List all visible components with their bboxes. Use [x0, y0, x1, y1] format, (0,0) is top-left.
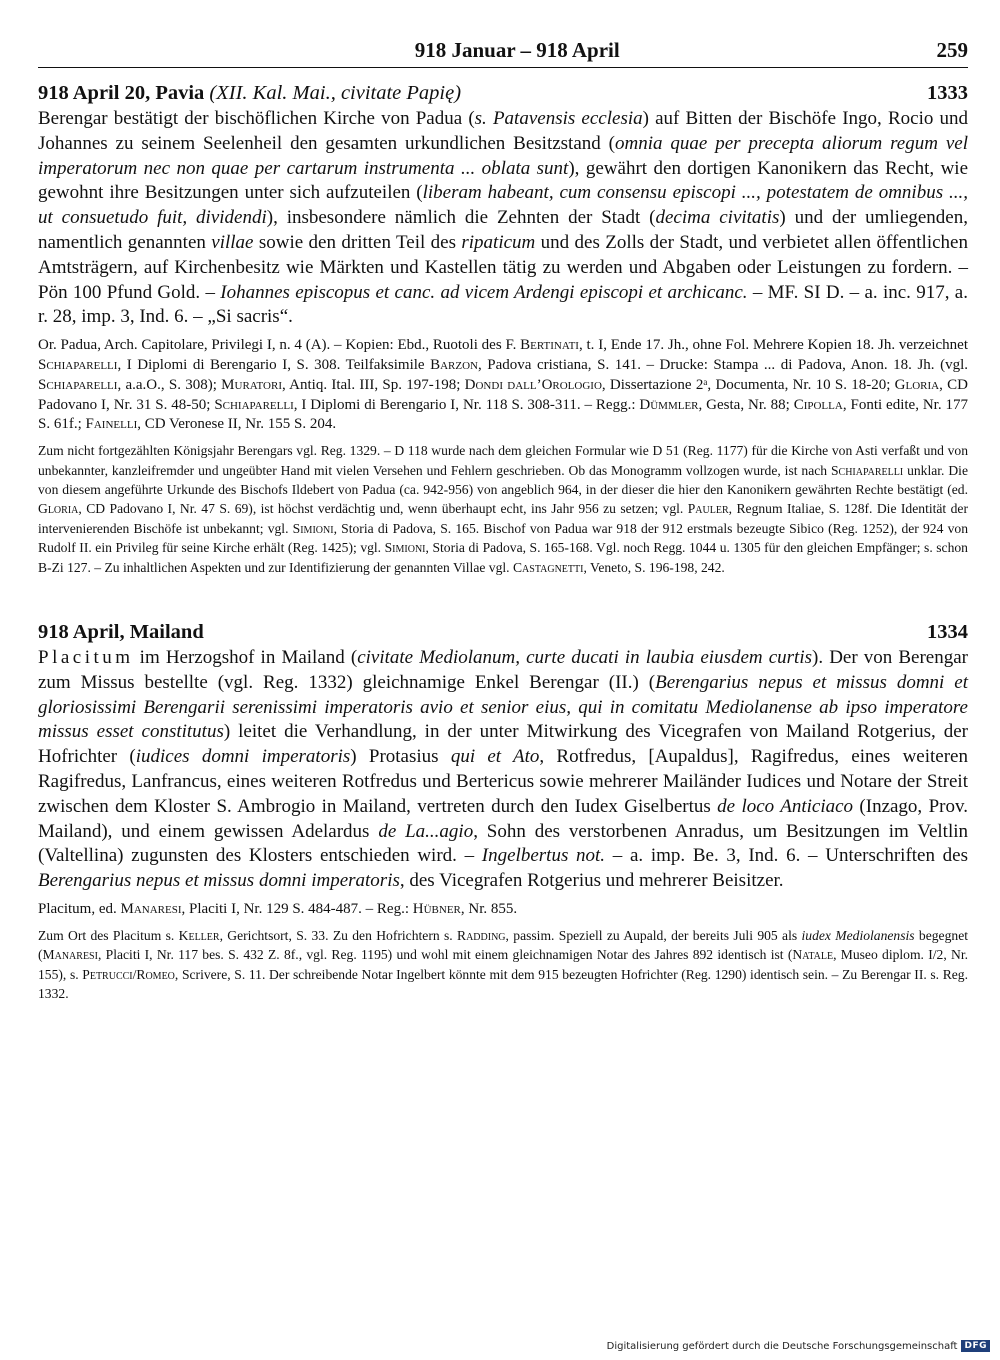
entry-latin-place: (XII. Kal. Mai., civitate Papię)	[209, 82, 462, 104]
commentary-text: Zum Ort des Placitum s. Keller, Gerichtsort, S. 33. Zu den Hofrichtern s. Radding, passim. Speziell zu Aupald, der bereits Juli 905 als iudex Mediolanensis begegnet (Manaresi, Placiti I, Nr. 117 bes. S. 432 Z. 8f., vgl. Reg. 1195) und wohl mit einem gleichnamigen Notar des Jahres 892 identisch ist (Natale, Museo diplom. I/2, Nr. 155), s. Petrucci/Romeo, Scrivere, S. 11. Der schreibende Notar Ingelbert könnte mit dem 915 bezeugten Hofrichter (Reg. 1290) identisch sein. – Zu Berengar II. s. Reg. 1332.	[38, 927, 969, 1001]
dfg-logo-icon: DFG	[961, 1340, 990, 1352]
document-page	[38, 38, 968, 1003]
entry-1334	[38, 621, 968, 1003]
entry-date-place: 918 April 20, Pavia (XII. Kal. Mai., civitate Papię)	[38, 82, 462, 104]
regest-text: Placitum im Herzogshof in Mailand (civitate Mediolanum, curte ducati in laubia eiusdem curtis). Der von Berengar zum Missus bestellte (vgl. Reg. 1332) gleichnamige Enkel Berengar (II.) (Berengarius nepus et missus domni et gloriosissimi Berengarii serenissimi imperatoris avio et senior eius, qui in comitatu Mediolanense ab ipso imperatore missus esset constitutus) leitet die Verhandlung, in der unter Mitwirkung des Vicegrafen von Mailand Rotgerius, der Hofrichter (iudices domni imperatoris) Protasius qui et Ato, Rotfredus, [Aupaldus], Ragifredus, eines weiteren Ragifredus, Lanfrancus, eines weiteren Rotfredus und Bertericus sowie mehrerer Mailänder Iudices und Notare der Streit zwischen dem Kloster S. Ambrogio in Mailand, vertreten durch den Iudex Giselbertus de loco Anticiaco (Inzago, Prov. Mailand), und einem gewissen Adelardus de La...agio, Sohn des verstorbenen Anradus, um Besitzungen im Veltlin (Valtellina) zugunsten des Klosters entschieden wird. – Ingelbertus not. – a. imp. Be. 3, Ind. 6. – Unterschriften des Berengarius nepus et missus domni imperatoris, des Vicegrafen Rotgerius und mehrerer Beisitzer.	[38, 647, 969, 892]
entry-number: 1334	[927, 621, 968, 643]
page-number: 259	[936, 38, 968, 62]
entry-date-place: 918 April, Mailand	[38, 621, 204, 643]
entry-heading	[38, 82, 968, 105]
running-head	[38, 38, 968, 68]
commentary-text: Zum nicht fortgezählten Königsjahr Berengars vgl. Reg. 1329. – D 118 wurde nach dem gleichen Formular wie D 51 (Reg. 1177) für die Kirche von Asti verfaßt und von unbekannter, kanzleifremder und ungeübter Hand mit vielen Versehen und Fehlern geschrieben. Ob das Monogramm vollzogen wurde, ist nach Schiaparelli unklar. Die von diesem angeführte Urkunde des Bischofs Ildebert von Padua (ca. 942-956) von angeblich 964, in der dieser die hier den Kanonikern gewährten Rechte bestätigt (ed. Gloria, CD Padovano I, Nr. 47 S. 69), ist höchst verdächtig und, wenn überhaupt echt, ins Jahr 956 zu setzen; vgl. Pauler, Regnum Italiae, S. 128f. Die Identität der intervenierenden Bischöfe ist unbekannt; vgl. Simioni, Storia di Padova, S. 165. Bischof von Padua war 918 der 912 erstmals bezeugte Sibico (Reg. 1252), der 924 von Rudolf II. ein Privileg für seine Kirche erhält (Reg. 1425); vgl. Simioni, Storia di Padova, S. 165-168. Vgl. noch Regg. 1044 u. 1305 für den gleichen Empfänger; s. schon B-Zi 127. – Zu inhaltlichen Aspekten und zur Identifizierung der genannten Villae vgl. Castagnetti, Veneto, S. 196-198, 242.	[38, 443, 968, 575]
running-head-title: 918 Januar – 918 April	[414, 38, 620, 62]
entry-heading	[38, 621, 968, 644]
entry-1333	[38, 82, 968, 577]
digitization-credit	[607, 1340, 990, 1352]
footer-text: Digitalisierung gefördert durch die Deutsche Forschungsgemeinschaft	[606, 1340, 958, 1352]
sources-text: Or. Padua, Arch. Capitolare, Privilegi I, n. 4 (A). – Kopien: Ebd., Ruotoli des F. Bertinati, t. I, Ende 17. Jh., ohne Fol. Mehrere Kopien 18. Jh. verzeichnet Schiaparelli, I Diplomi di Berengario I, S. 308. Teilfaksimile Barzon, Padova cristiana, S. 141. – Drucke: Stampa ... di Padova, Anon. 18. Jh. (vgl. Schiaparelli, a.a.O., S. 308); Muratori, Antiq. Ital. III, Sp. 197-198; Dondi dall’Orologio, Dissertazione 2ᵃ, Documenta, Nr. 10 S. 18-20; Gloria, CD Padovano I, Nr. 31 S. 48-50; Schiaparelli, I Diplomi di Berengario I, Nr. 118 S. 308-311. – Regg.: Dümmler, Gesta, Nr. 88; Cipolla, Fonti edite, Nr. 177 S. 61f.; Fainelli, CD Veronese II, Nr. 155 S. 204.	[38, 337, 968, 433]
entry-number: 1333	[927, 82, 968, 104]
regest-text: Berengar bestätigt der bischöflichen Kirche von Padua (s. Patavensis ecclesia) auf Bitten der Bischöfe Ingo, Rocio und Johannes zu seinem Seelenheil den gesamten urkundlichen Besitzstand (omnia quae per precepta aliorum regum vel imperatorum nec non quae per cartarum instrumenta ... oblata sunt), gewährt den dortigen Kanonikern das Recht, wie gewohnt ihre Besitzungen unter sich aufzuteilen (liberam habeant, cum consensu episcopi ..., potestatem de omnibus ..., ut consuetudo fuit, dividendi), insbesondere nämlich die Zehnten der Stadt (decima civitatis) und der umliegenden, namentlich genannten villae sowie den dritten Teil des ripaticum und des Zolls der Stadt, und verbietet allen öffentlichen Amtsträgern, auf Kirchenbesitz wie Märkten und Kastellen tätig zu werden und Abgaben oder Leistungen zu fordern. – Pön 100 Pfund Gold. – Iohannes episcopus et canc. ad vicem Ardengi episcopi et archicanc. – MF. SI D. – a. inc. 917, a. r. 28, imp. 3, Ind. 6. – „Si sacris“.	[38, 108, 969, 328]
sources-text: Placitum, ed. Manaresi, Placiti I, Nr. 129 S. 484-487. – Reg.: Hübner, Nr. 855.	[38, 900, 518, 917]
